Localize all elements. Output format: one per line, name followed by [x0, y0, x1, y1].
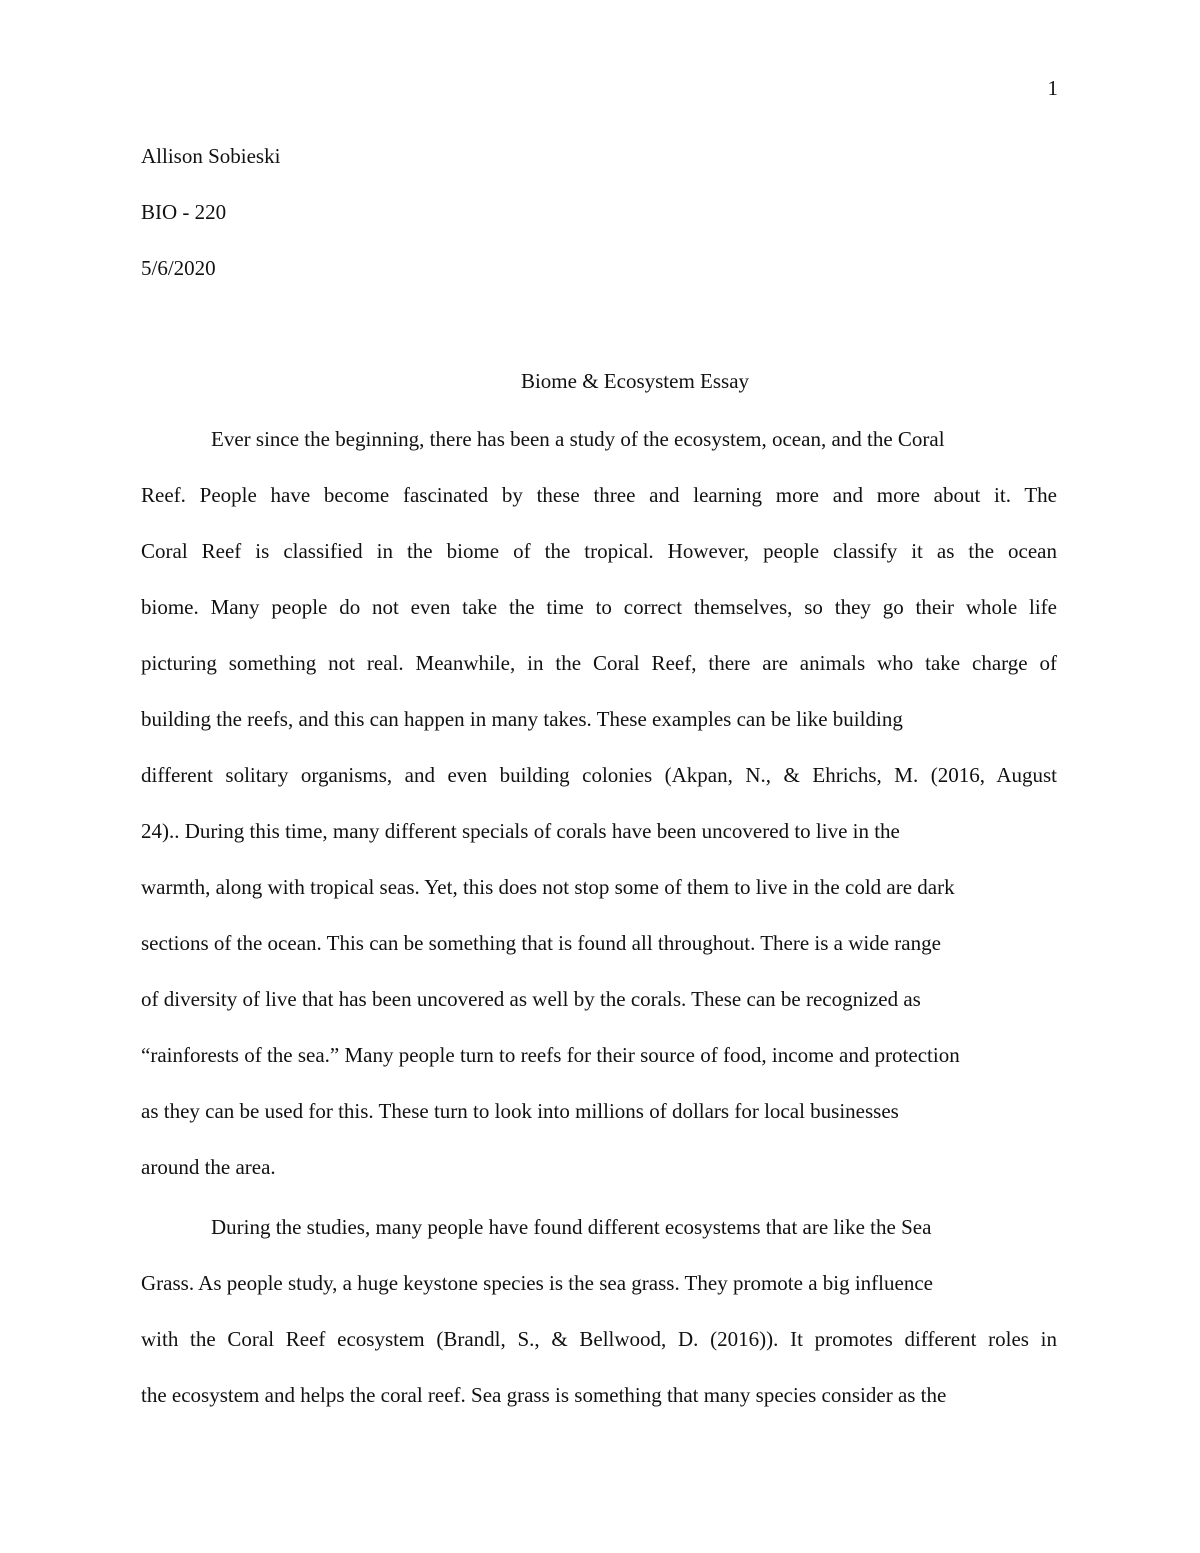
body-line: warmth, along with tropical seas. Yet, this does not stop some of them to live in the cold are dark: [141, 875, 955, 899]
essay-date: 5/6/2020: [141, 256, 216, 280]
body-line: 24).. During this time, many different specials of corals have been uncovered to live in the: [141, 819, 900, 843]
body-line: Grass. As people study, a huge keystone species is the sea grass. They promote a big influence: [141, 1271, 933, 1295]
page-number: 1: [1047, 76, 1058, 100]
body-line: Coral Reef is classified in the biome of the tropical. However, people classify it as the ocean: [141, 539, 1057, 563]
body-line: picturing something not real. Meanwhile, in the Coral Reef, there are animals who take charge of: [141, 651, 1057, 675]
body-line: of diversity of live that has been uncovered as well by the corals. These can be recognized as: [141, 987, 921, 1011]
body-line: as they can be used for this. These turn to look into millions of dollars for local businesses: [141, 1099, 899, 1123]
body-line: different solitary organisms, and even building colonies (Akpan, N., & Ehrichs, M. (2016, August: [141, 763, 1057, 787]
body-line: Ever since the beginning, there has been a study of the ecosystem, ocean, and the Coral: [211, 427, 945, 451]
author-name: Allison Sobieski: [141, 144, 281, 168]
course-code: BIO - 220: [141, 200, 227, 224]
body-line: During the studies, many people have found different ecosystems that are like the Sea: [211, 1215, 932, 1239]
body-line: building the reefs, and this can happen in many takes. These examples can be like building: [141, 707, 903, 731]
body-line: around the area.: [141, 1155, 276, 1179]
body-line: sections of the ocean. This can be something that is found all throughout. There is a wide range: [141, 931, 941, 955]
essay-title: Biome & Ecosystem Essay: [520, 369, 750, 393]
body-line: with the Coral Reef ecosystem (Brandl, S., & Bellwood, D. (2016)). It promotes different roles in: [141, 1327, 1057, 1351]
body-line: biome. Many people do not even take the time to correct themselves, so they go their whole life: [141, 595, 1057, 619]
body-line: “rainforests of the sea.” Many people turn to reefs for their source of food, income and protection: [141, 1043, 960, 1067]
body-line: the ecosystem and helps the coral reef. Sea grass is something that many species consider as the: [141, 1383, 947, 1407]
body-line: Reef. People have become fascinated by these three and learning more and more about it. The: [141, 483, 1057, 507]
